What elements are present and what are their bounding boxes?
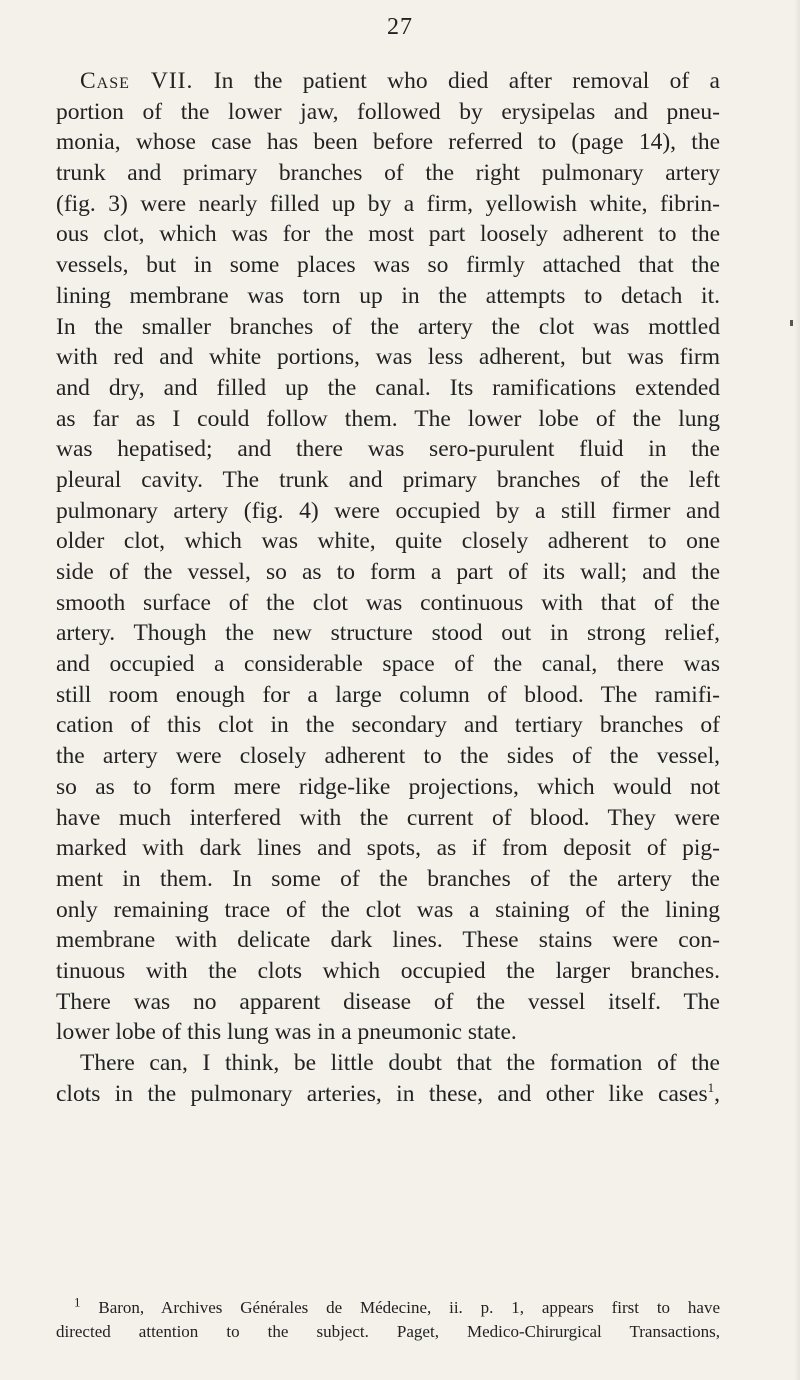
paragraph-line: lining membrane was torn up in the attempts to detach it. (56, 282, 720, 309)
paragraph-line: trunk and primary branches of the right pulmonary artery (56, 160, 720, 187)
paragraph-line: still room enough for a large column of blood. The ramifi- (56, 681, 720, 708)
paragraph-line-text: clots in the pulmonary arteries, in these, and other like cases (56, 1080, 708, 1107)
paragraph-line: There can, I think, be little doubt that the formation of the (80, 1050, 720, 1076)
paragraph-line: and dry, and filled up the canal. Its ramifications extended (56, 374, 720, 401)
body-text (56, 66, 720, 1109)
paragraph-line: pleural cavity. The trunk and primary branches of the left (56, 466, 720, 493)
paragraph-line: artery. Though the new structure stood out in strong relief, (56, 620, 720, 647)
paragraph-line: lower lobe of this lung was in a pneumonic state. (56, 1019, 517, 1046)
paragraph-line: older clot, which was white, quite closely adherent to one (56, 528, 720, 555)
paragraph-line: was hepatised; and there was sero-purulent fluid in the (56, 436, 720, 463)
footnotes (56, 1296, 720, 1344)
paragraph-line: ment in them. In some of the branches of the artery the (56, 865, 720, 892)
paragraph-line: so as to form mere ridge-like projections, which would not (56, 773, 720, 800)
paragraph-line: smooth surface of the clot was continuous with that of the (56, 589, 720, 616)
footnote-line: directed attention to the subject. Paget, Medico-Chirurgical Transactions, (56, 1322, 720, 1341)
paragraph-line: portion of the lower jaw, followed by erysipelas and pneu- (56, 98, 720, 125)
paragraph-line: side of the vessel, so as to form a part of its wall; and the (56, 559, 720, 585)
paragraph-line: monia, whose case has been before referred to (page 14), the (56, 129, 720, 156)
paragraph-line: marked with dark lines and spots, as if from deposit of pig- (56, 835, 720, 862)
paragraph-line: tinuous with the clots which occupied the larger branches. (56, 957, 720, 984)
page-number: 27 (387, 14, 413, 40)
paragraph-line: the artery were closely adherent to the sides of the vessel, (56, 743, 720, 770)
paragraph-line: There was no apparent disease of the vessel itself. The (56, 988, 720, 1015)
paragraph-line: only remaining trace of the clot was a staining of the lining (56, 896, 720, 923)
paragraph-line: In the smaller branches of the artery the clot was mottled (56, 313, 720, 340)
paragraph-line: vessels, but in some places was so firmly attached that the (56, 252, 720, 279)
footnote-reference: 1 (707, 1079, 715, 1095)
paragraph-line: (fig. 3) were nearly filled up by a firm, yellowish white, fibrin- (56, 190, 720, 217)
paragraph-line: membrane with delicate dark lines. These stains were con- (56, 927, 720, 954)
paragraph-line: with red and white portions, was less adherent, but was firm (56, 344, 720, 371)
paragraph-line: as far as I could follow them. The lower lobe of the lung (56, 405, 720, 432)
paragraph-line-text: In the patient who died after removal of a (193, 68, 720, 94)
paragraph-line (56, 1079, 720, 1110)
paragraph-line: cation of this clot in the secondary and tertiary branches of (56, 712, 720, 739)
case-label: Case VII. (80, 68, 194, 94)
paragraph-line: pulmonary artery (fig. 4) were occupied by a still firmer and (56, 497, 720, 524)
paragraph-line: have much interfered with the current of blood. They were (56, 804, 720, 831)
footnote-line (56, 1296, 720, 1320)
page-edge-shadow (794, 0, 800, 1380)
paragraph-line: ous clot, which was for the most part loosely adherent to the (56, 221, 720, 248)
paragraph-line-trailing: , (714, 1080, 720, 1107)
margin-mark (790, 320, 793, 326)
footnote-text: Baron, Archives Générales de Médecine, ii. p. 1, appears first to have (80, 1298, 720, 1317)
paragraph-line (56, 66, 720, 97)
footnote-marker: 1 (74, 1296, 81, 1310)
paragraph-line: and occupied a considerable space of the canal, there was (56, 651, 720, 678)
